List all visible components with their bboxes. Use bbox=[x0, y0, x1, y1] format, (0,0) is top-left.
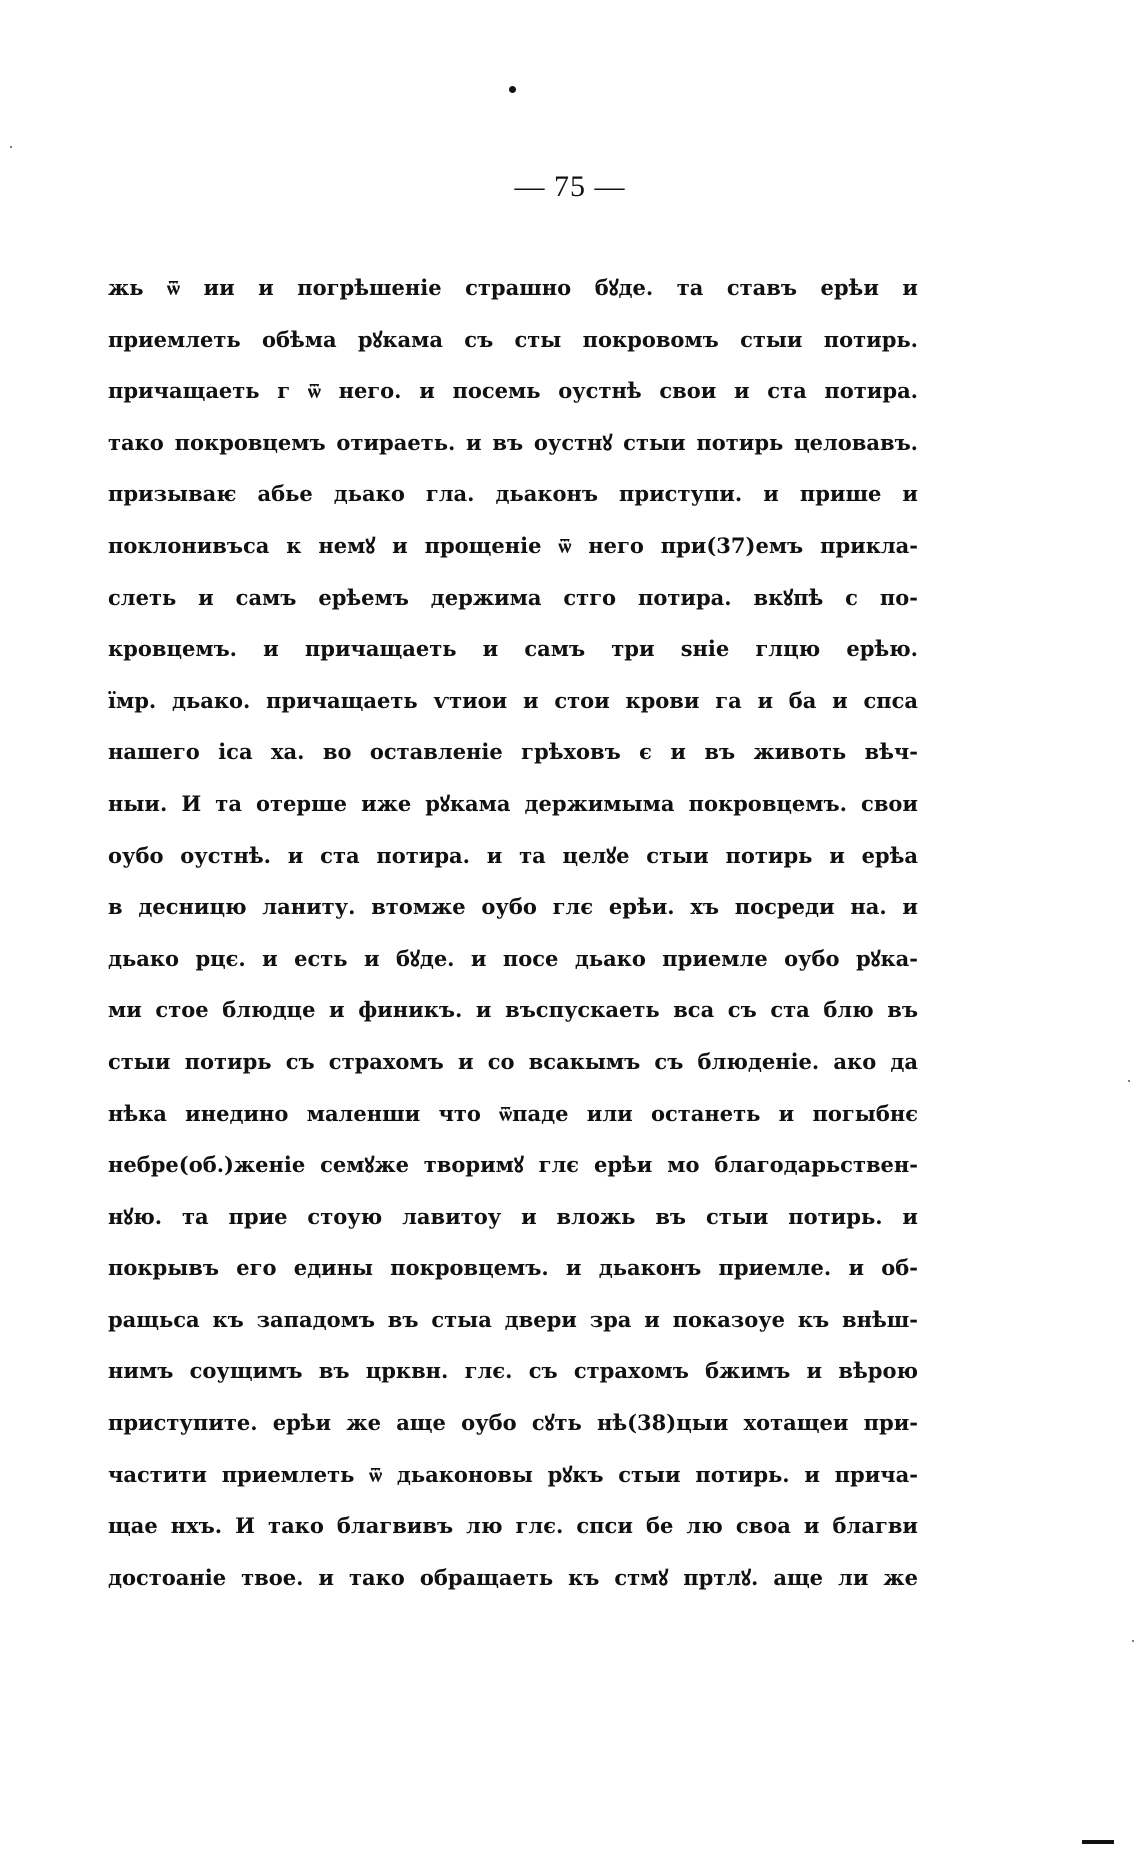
text-line: ми стое блюдце и финикъ. и въспускаеть вса съ ста блю въ bbox=[108, 997, 918, 1023]
text-line: їмр. дьако. причащаеть ѵтиои и стои крови га и ба и спса bbox=[108, 687, 918, 713]
text-line: щае нхъ. И тако благвивъ лю глє. спси бе лю своа и благви bbox=[108, 1513, 918, 1539]
page-number: — 75 — bbox=[514, 170, 626, 203]
text-line: жь ѿ ии и погрѣшеніе страшно бꙋде. та ставъ ерѣи и bbox=[108, 275, 918, 300]
text-line: нашего іса ха. во оставленіе грѣховъ є и въ животь вѣч- bbox=[108, 739, 918, 765]
text-line: небре(об.)женіе семꙋже творимꙋ глє ерѣи мо благодарьствен- bbox=[108, 1152, 918, 1178]
text-line: ращьса къ западомъ въ стыа двери зра и показоуе къ внѣш- bbox=[108, 1306, 918, 1332]
text-line: нꙋю. та прие стоую лавитоу и вложь въ стыи потирь. и bbox=[108, 1203, 918, 1229]
text-line: в десницю ланиту. втомже оубо глє ерѣи. хъ посреди на. и bbox=[108, 894, 918, 920]
scan-edge-mark bbox=[1082, 1840, 1114, 1844]
scan-speck bbox=[10, 146, 12, 148]
body-text bbox=[108, 262, 918, 1603]
text-line: кровцемъ. и причащаеть и самъ три ѕніе глцю ерѣю. bbox=[108, 636, 918, 662]
text-line: дьако рцє. и есть и бꙋде. и посе дьако приемле оубо рꙋка- bbox=[108, 945, 918, 971]
text-line: приступите. ерѣи же аще оубо сꙋть нѣ(38)цыи хотащеи при- bbox=[108, 1410, 918, 1436]
text-line: покрывъ его едины покровцемъ. и дьаконъ приемле. и об- bbox=[108, 1255, 918, 1281]
text-line: приемлеть обѣма рꙋкама съ сты покровомъ стыи потирь. bbox=[108, 326, 918, 352]
text-line: тако покровцемъ отираеть. и въ оустнꙋ стыи потирь целовавъ. bbox=[108, 429, 918, 455]
scan-speck bbox=[1128, 1080, 1130, 1082]
text-line: достоаніе твое. и тако обращаеть къ стмꙋ пртлꙋ. аще ли же bbox=[108, 1564, 918, 1590]
ink-dot bbox=[509, 86, 516, 93]
text-line: причащаеть г ѿ него. и посемь оустнѣ свои и ста потира. bbox=[108, 378, 918, 404]
text-line: нѣка инедино маленши что ѿпаде или останеть и погыбнє bbox=[108, 1100, 918, 1126]
scan-speck bbox=[1132, 1640, 1134, 1642]
text-line: нимъ соущимъ въ црквн. глє. съ страхомъ бжимъ и вѣрою bbox=[108, 1358, 918, 1384]
text-line: призываѥ абье дьако гла. дьаконъ приступи. и прише и bbox=[108, 481, 918, 507]
text-line: оубо оустнѣ. и ста потира. и та целꙋе стыи потирь и ерѣа bbox=[108, 842, 918, 868]
text-line: частити приемлеть ѿ дьаконовы рꙋкъ стыи потирь. и прича- bbox=[108, 1461, 918, 1487]
text-line: ныи. И та отерше иже рꙋкама держимыма покровцемъ. свои bbox=[108, 790, 918, 816]
text-line: стыи потирь съ страхомъ и со всакымъ съ блюденіе. ако да bbox=[108, 1048, 918, 1074]
text-line: поклонивъса к немꙋ и прощеніе ѿ него при(37)емъ прикла- bbox=[108, 532, 918, 558]
text-line: слеть и самъ ерѣемъ держима стго потира. вкꙋпѣ с по- bbox=[108, 584, 918, 610]
